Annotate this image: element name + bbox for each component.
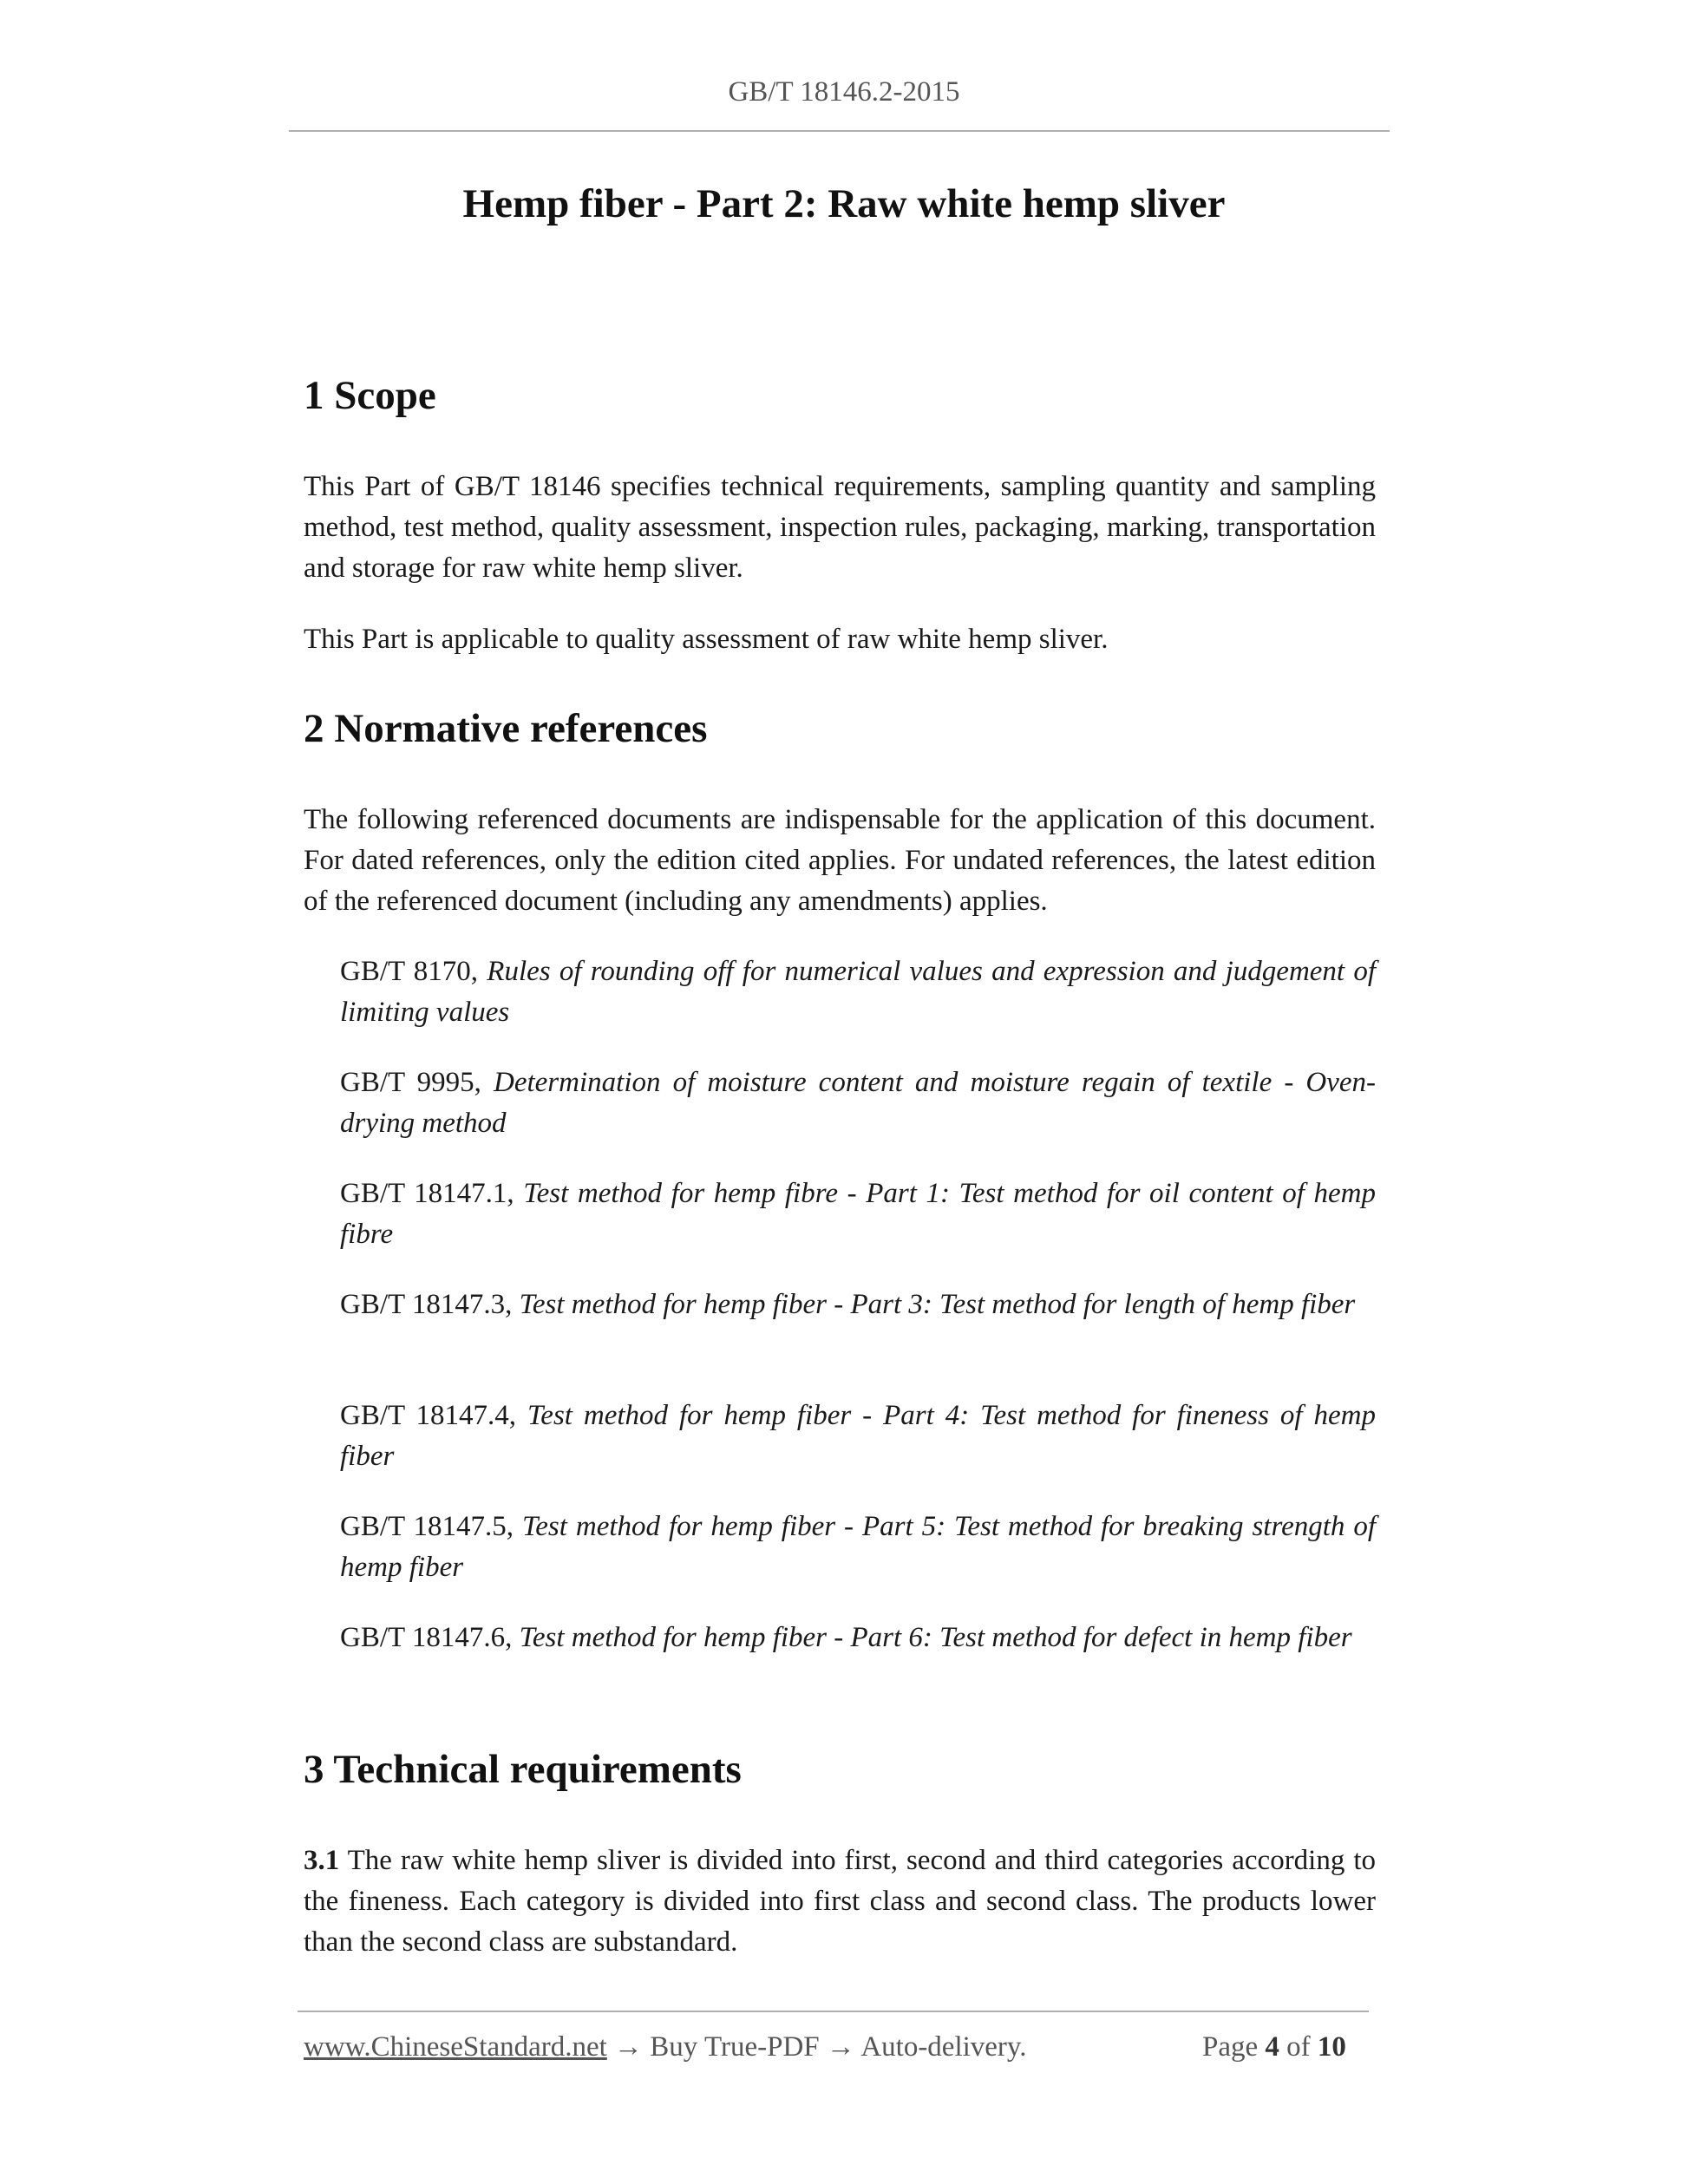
reference-item xyxy=(340,1618,1376,1658)
footer-divider xyxy=(298,2011,1369,2012)
reference-title: Test method for hemp fiber - Part 4: Test method for fineness of hemp fiber xyxy=(340,1400,1376,1472)
page-word: Page xyxy=(1202,2031,1259,2063)
scope-paragraph-2: This Part is applicable to quality assessment of raw white hemp sliver. xyxy=(304,624,1109,655)
reference-item xyxy=(340,1063,1376,1144)
section-technical-heading-wrap xyxy=(304,1745,1376,1794)
clause-number: 3.1 xyxy=(304,1845,340,1876)
reference-item xyxy=(340,951,1376,1033)
page-header-code: GB/T 18146.2-2015 xyxy=(728,76,960,108)
clause-3-1-wrap xyxy=(304,1841,1376,1963)
site-link[interactable]: www.ChineseStandard.net xyxy=(304,2031,607,2063)
reference-code: GB/T 18147.3, xyxy=(340,1289,513,1320)
total-pages-number: 10 xyxy=(1317,2031,1346,2063)
arrow-right-icon: → xyxy=(826,2031,855,2063)
reference-item xyxy=(340,1174,1376,1255)
arrow-right-icon: → xyxy=(614,2031,644,2063)
reference-title: Test method for hemp fibre - Part 1: Test method for oil content of hemp fibre xyxy=(340,1178,1377,1250)
reference-code: GB/T 9995, xyxy=(340,1067,481,1098)
scope-paragraph-1: This Part of GB/T 18146 specifies technical requirements, sampling quantity and sampling method, test method, quality assessment, inspection rules, packaging, marking, transportation and storage for raw white hemp sliver. xyxy=(304,471,1376,584)
section-heading-scope: 1 Scope xyxy=(304,373,436,418)
footer-delivery-text: Auto-delivery. xyxy=(860,2031,1027,2063)
scope-paragraph-2-wrap xyxy=(304,619,1376,660)
reference-title: Test method for hemp fiber - Part 5: Test method for breaking strength of hemp fiber xyxy=(340,1511,1376,1583)
reference-code: GB/T 18147.5, xyxy=(340,1511,514,1542)
reference-code: GB/T 18147.1, xyxy=(340,1178,514,1209)
reference-item xyxy=(340,1507,1376,1588)
section-normative-heading-wrap xyxy=(304,704,1376,753)
reference-code: GB/T 8170, xyxy=(340,956,479,987)
clause-3-1-paragraph xyxy=(304,1841,1376,1963)
header-divider xyxy=(289,130,1390,132)
reference-title: Test method for hemp fiber - Part 6: Test method for defect in hemp fiber xyxy=(519,1622,1352,1653)
footer-promo xyxy=(304,2031,1027,2063)
reference-code: GB/T 18147.4, xyxy=(340,1400,517,1431)
reference-title: Test method for hemp fiber - Part 3: Test method for length of hemp fiber xyxy=(519,1289,1356,1320)
document-title: Hemp fiber - Part 2: Raw white hemp sliver xyxy=(462,181,1226,226)
footer-buy-text: Buy True-PDF xyxy=(650,2031,820,2063)
clause-text: The raw white hemp sliver is divided into first, second and third categories according to the fineness. Each category is divided into first class and second class. The products lower than the second class are substandard. xyxy=(304,1845,1376,1958)
normative-intro-paragraph: The following referenced documents are indispensable for the application of this document. For dated references, only the edition cited applies. For undated references, the latest edition of the referenced document (including any amendments) applies. xyxy=(304,804,1376,917)
reference-title: Rules of rounding off for numerical values and expression and judgement of limiting values xyxy=(340,956,1376,1028)
reference-title: Determination of moisture content and moisture regain of textile - Oven-drying method xyxy=(340,1067,1377,1139)
current-page-number: 4 xyxy=(1265,2031,1279,2063)
reference-item xyxy=(340,1285,1376,1325)
normative-intro-wrap xyxy=(304,800,1376,922)
of-word: of xyxy=(1286,2031,1311,2063)
page-indicator xyxy=(1202,2031,1346,2063)
section-scope-heading-wrap xyxy=(304,371,1376,420)
scope-paragraph-1-wrap xyxy=(304,467,1376,589)
section-heading-technical-requirements: 3 Technical requirements xyxy=(304,1747,742,1792)
section-heading-normative-references: 2 Normative references xyxy=(304,706,708,751)
reference-item xyxy=(340,1396,1376,1477)
reference-code: GB/T 18147.6, xyxy=(340,1622,513,1653)
